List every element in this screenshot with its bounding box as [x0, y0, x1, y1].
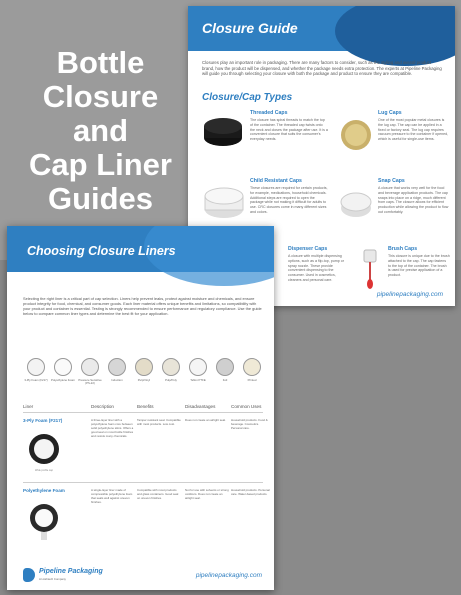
cap-dispenser: [288, 246, 348, 283]
row-title-3ply: 3-Ply Foam (F217): [23, 418, 63, 423]
row-disadvantages: Does not create an airtight seal.: [185, 418, 226, 422]
hero-line: Bottle: [56, 45, 145, 80]
cap-title: Lug Caps: [378, 110, 402, 116]
cap-threaded: [250, 110, 328, 142]
liner-disc: [216, 358, 234, 376]
row-benefits: Tamper resistant seal. Compatible with most products. Low cost.: [137, 418, 181, 426]
table-divider: [23, 412, 263, 413]
liner-type: [212, 352, 238, 382]
threaded-cap-image: [202, 114, 244, 150]
hero-line: and: [72, 113, 129, 148]
row-title-polyethylene: Polyethylene Foam: [23, 488, 65, 493]
cap-desc: These closures are required for certain products, for example, medications, household chemicals. Additional steps are required to open the package while not making it difficult for adults to use. CRC closures come in many different sizes and colors.: [250, 186, 328, 214]
child-resistant-cap-image: [202, 182, 246, 222]
cap-types-heading: Closure/Cap Types: [202, 92, 293, 103]
3ply-foam-sample: [27, 432, 61, 466]
cap-desc: The closure has spiral threads to match the top of the container. The threaded cap twists onto the neck and closes the package after use. It is a convenient closure that suits the consumer's everyday needs.: [250, 118, 328, 142]
liner-disc: [243, 358, 261, 376]
header-swoosh: [335, 6, 455, 66]
liner-disc: [189, 358, 207, 376]
cap-title: Dispenser Caps: [288, 246, 328, 252]
liner-disc: [81, 358, 99, 376]
closure-guide-header: [188, 6, 455, 51]
cap-desc: A closure with multiple dispensing options, such as a flip-top, pump or spray nozzle. These provide convenient dispensing to the consumer. Used in cosmetics, cleaners and personal care.: [288, 254, 344, 282]
liner-disc: [135, 358, 153, 376]
pipeline-logo: [23, 566, 103, 584]
logo-icon: [23, 568, 35, 582]
row-disadvantages: Not for use with solvents or strong oxidizers. Does not create an airtight seal.: [185, 488, 229, 500]
cap-child-resistant: [250, 178, 328, 215]
row-description: A three-layer liner with a polyethylene foam core between solid polyethylene skins. Offers a good seal on most bottle finishes and resists many chemicals.: [91, 418, 134, 438]
closure-guide-url: pipelinepackaging.com: [376, 291, 443, 298]
liner-type-label: Pulp/Vinyl: [137, 378, 151, 382]
hero-title: [18, 46, 183, 216]
brush-cap-image: [358, 246, 382, 290]
table-divider: [23, 482, 263, 483]
liner-type: [131, 352, 157, 382]
table-header-common-uses: Common Uses: [231, 404, 262, 409]
table-header-liner: Liner: [23, 404, 34, 409]
cap-title: Threaded Caps: [250, 110, 288, 116]
cap-desc: One of the most popular metal closures is the lug cap. The cap can be applied in a fixed or factory seal. The lug cap requires vacuum pressure to the container if opened, which is useful for single-use items.: [378, 118, 449, 142]
closure-liners-url: pipelinepackaging.com: [195, 572, 262, 579]
closure-liners-page: [7, 226, 274, 590]
closure-guide-title: Closure Guide: [202, 20, 298, 36]
liner-type: [158, 352, 184, 382]
liner-type-label: Pulp/Poly: [165, 378, 177, 382]
cap-title: Child Resistant Caps: [250, 178, 302, 184]
lug-cap-image: [338, 118, 374, 152]
closure-liners-header: [7, 226, 274, 272]
liner-disc: [162, 358, 180, 376]
row-common-uses: Household products. Personal care. Water-based products.: [231, 488, 270, 496]
liner-type: [50, 352, 76, 382]
liner-disc: [108, 358, 126, 376]
cap-title: Snap Caps: [378, 178, 405, 184]
liner-type: [104, 352, 130, 382]
row-description: A single-layer liner made of compressible polyethylene foam that seals well against uneven finishes.: [91, 488, 133, 504]
liner-types-row: [23, 352, 263, 398]
cap-title: Brush Caps: [388, 246, 418, 252]
cap-brush: [388, 246, 450, 278]
liner-type-label: Pressure Sensitive (PS-22): [78, 378, 102, 386]
logo-name: Pipeline Packaging: [39, 568, 103, 575]
liner-type-label: Teflon PTFE: [190, 378, 206, 382]
cap-lug: [378, 110, 450, 142]
liner-type-label: Polyethylene Foam: [51, 378, 75, 382]
liner-type-label: Foil: [222, 378, 228, 382]
row-benefits: Compatible with most products and glass containers. Good seal on uneven finishes.: [137, 488, 179, 500]
polyethylene-foam-sample: [27, 502, 61, 542]
table-header-benefits: Benefits: [137, 404, 154, 409]
cap-desc: This closure is unique due to the brush attached to the cap. The cap fastens to the top of the container. The brush is used for precise application of a product.: [388, 254, 450, 278]
hero-line: Closure: [42, 79, 159, 114]
closure-liners-title: Choosing Closure Liners: [27, 244, 176, 258]
cap-snap: [378, 178, 450, 215]
liner-disc: [54, 358, 72, 376]
liner-type: [239, 352, 265, 382]
table-header-disadvantages: Disadvantages: [185, 404, 216, 409]
cap-desc: A closure that works very well for the food and beverage application products. The cap snaps into place on a ridge, much different from caps. The closure allows for efficient production while allowing the product to flow out comfortably.: [378, 186, 449, 214]
liner-type: [185, 352, 211, 382]
logo-sub: An Ashtech Company: [39, 577, 66, 581]
hero-line: Guides: [47, 181, 154, 216]
liner-type: [23, 352, 49, 382]
sample-caption: Wide profile cap: [35, 469, 53, 472]
hero-line: Cap Liner: [29, 147, 172, 182]
row-common-uses: Household products. Food & beverage. Cosmetics. Personal care.: [231, 418, 268, 430]
table-header-description: Description: [91, 404, 114, 409]
liner-disc: [27, 358, 45, 376]
closure-liners-intro: Selecting the right liner is a critical part of cap selection. Liners help prevent leaks, protect against moisture and chemicals, and ensure product integrity for food, chemical, and consumer goods. Each liner material offers unique benefits and limitations, so compatibility with your product and container is essential. Testing is strongly recommended to ensure performance and regulatory compliance. Use the guide below to compare common liner types and determine the best fit for your application.: [23, 296, 262, 316]
liner-type-label: Printed: [247, 378, 257, 382]
liner-type: [77, 352, 103, 386]
liner-type-label: 3-Ply Foam (F217): [24, 378, 48, 382]
closure-guide-intro: Closures play an important role in packaging. There are many factors to consider, such as the styling and overall product brand, how the product will be dispensed, and whether the package needs extra protection. The experts at Pipeline Packaging will guide you through selecting your closure with both the package and product to ensure they are compatible.: [202, 60, 442, 77]
snap-cap-image: [338, 186, 374, 222]
liner-type-label: Induction: [111, 378, 123, 382]
